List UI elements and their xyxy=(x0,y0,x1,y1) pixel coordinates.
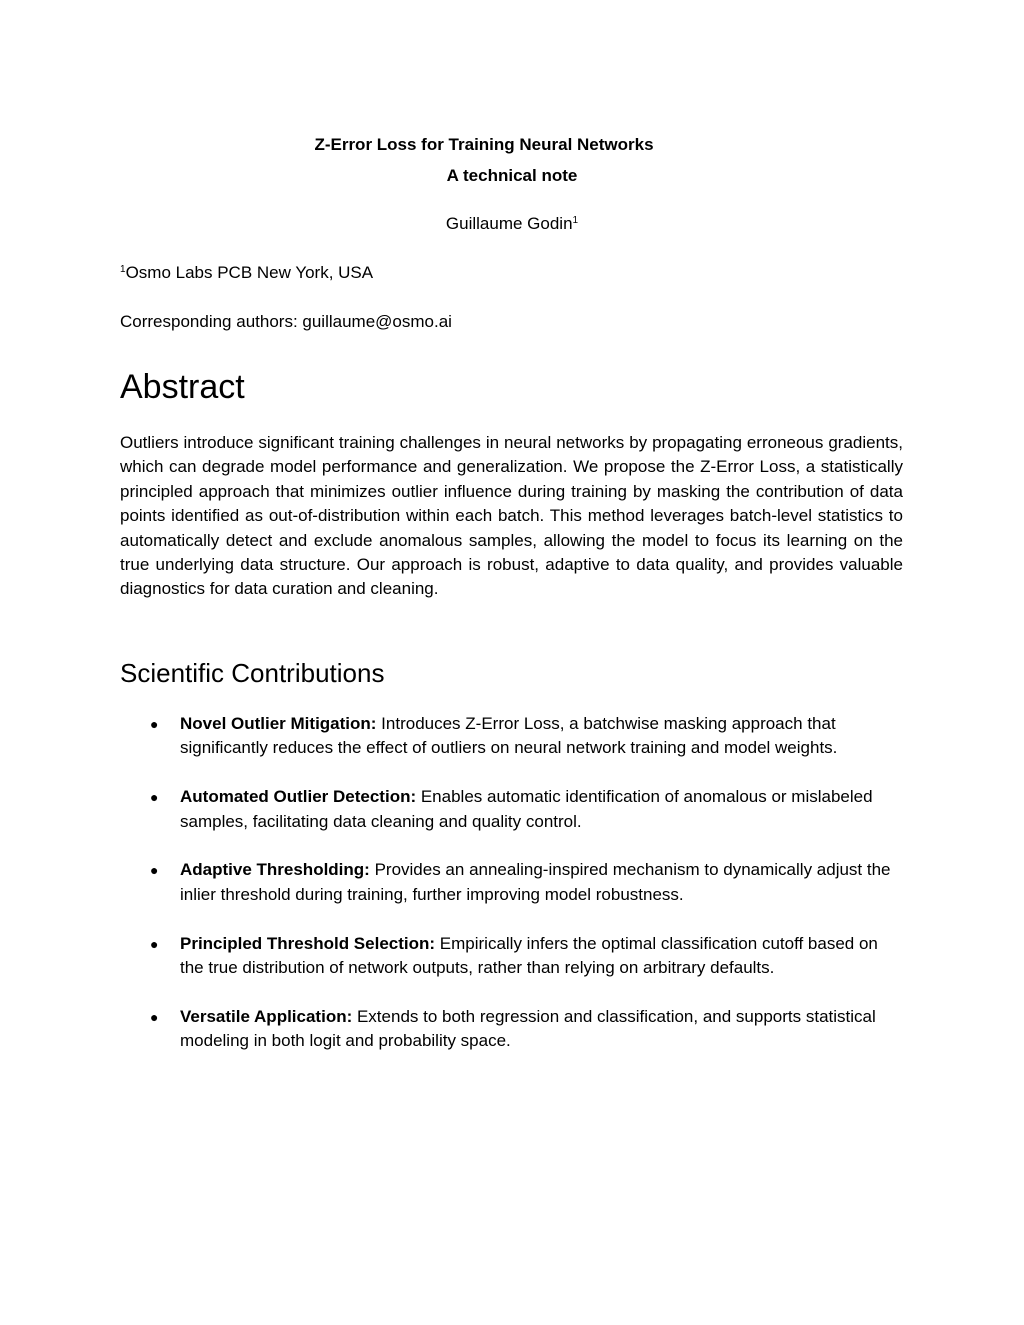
paper-title: Z-Error Loss for Training Neural Networks xyxy=(314,135,654,154)
affiliation-text: Osmo Labs PCB New York, USA xyxy=(125,263,374,282)
bullet-icon: ● xyxy=(150,935,159,952)
contribution-text: Introduces Z-Error Loss, a batchwise masking approach that significantly reduces the effect of outliers on neural network training and model weights. xyxy=(180,714,838,758)
bullet-icon: ● xyxy=(150,716,159,732)
author-line xyxy=(0,213,1024,235)
contribution-item xyxy=(0,932,896,981)
contributions-list xyxy=(0,712,1024,1078)
contribution-text: Enables automatic identification of anomalous or mislabeled samples, facilitating data cleaning and quality control. xyxy=(180,787,873,831)
contribution-term: Principled Threshold Selection: xyxy=(180,933,436,953)
author-name: Guillaume Godin xyxy=(445,214,573,233)
bullet-icon: ● xyxy=(150,862,159,879)
contribution-term: Versatile Application: xyxy=(180,1006,353,1026)
contribution-term: Novel Outlier Mitigation: xyxy=(180,714,377,733)
contribution-text: Extends to both regression and classification, and supports statistical modeling in both logit and probability space. xyxy=(180,1006,876,1051)
contribution-text: Empirically infers the optimal classification cutoff based on the true distribution of network outputs, rather than relying on arbitrary defaults. xyxy=(180,933,878,978)
corresponding-author: Corresponding authors: guillaume@osmo.ai xyxy=(120,312,452,331)
abstract-heading: Abstract xyxy=(120,368,245,406)
paper-subtitle: A technical note xyxy=(446,166,578,185)
contribution-item xyxy=(0,785,896,834)
abstract-body: Outliers introduce significant training challenges in neural networks by propagating erroneous gradients, which can degrade model performance and generalization. We propose the Z-Error Loss, a statistically principled approach that minimizes outlier influence during training by masking the contribution of data points identified as out-of-distribution within each batch. This method leverages batch-level statistics to automatically detect and exclude anomalous samples, allowing the model to focus its learning on the true underlying data structure. Our approach is robust, adaptive to data quality, and provides valuable diagnostics for data curation and cleaning. xyxy=(120,433,903,599)
bullet-icon: ● xyxy=(150,1008,159,1025)
contributions-heading: Scientific Contributions xyxy=(120,658,385,688)
affiliation-line xyxy=(120,262,373,284)
author-superscript: 1 xyxy=(572,215,579,226)
bullet-icon: ● xyxy=(150,789,159,806)
contribution-text: Provides an annealing-inspired mechanism to dynamically adjust the inlier threshold during training, further improving model robustness. xyxy=(180,860,891,904)
contribution-term: Automated Outlier Detection: xyxy=(180,787,417,807)
contribution-item xyxy=(0,858,896,907)
contribution-term: Adaptive Thresholding: xyxy=(180,860,370,880)
contribution-item xyxy=(0,1005,896,1054)
affiliation-superscript: 1 xyxy=(120,264,126,275)
contribution-item xyxy=(0,712,896,761)
